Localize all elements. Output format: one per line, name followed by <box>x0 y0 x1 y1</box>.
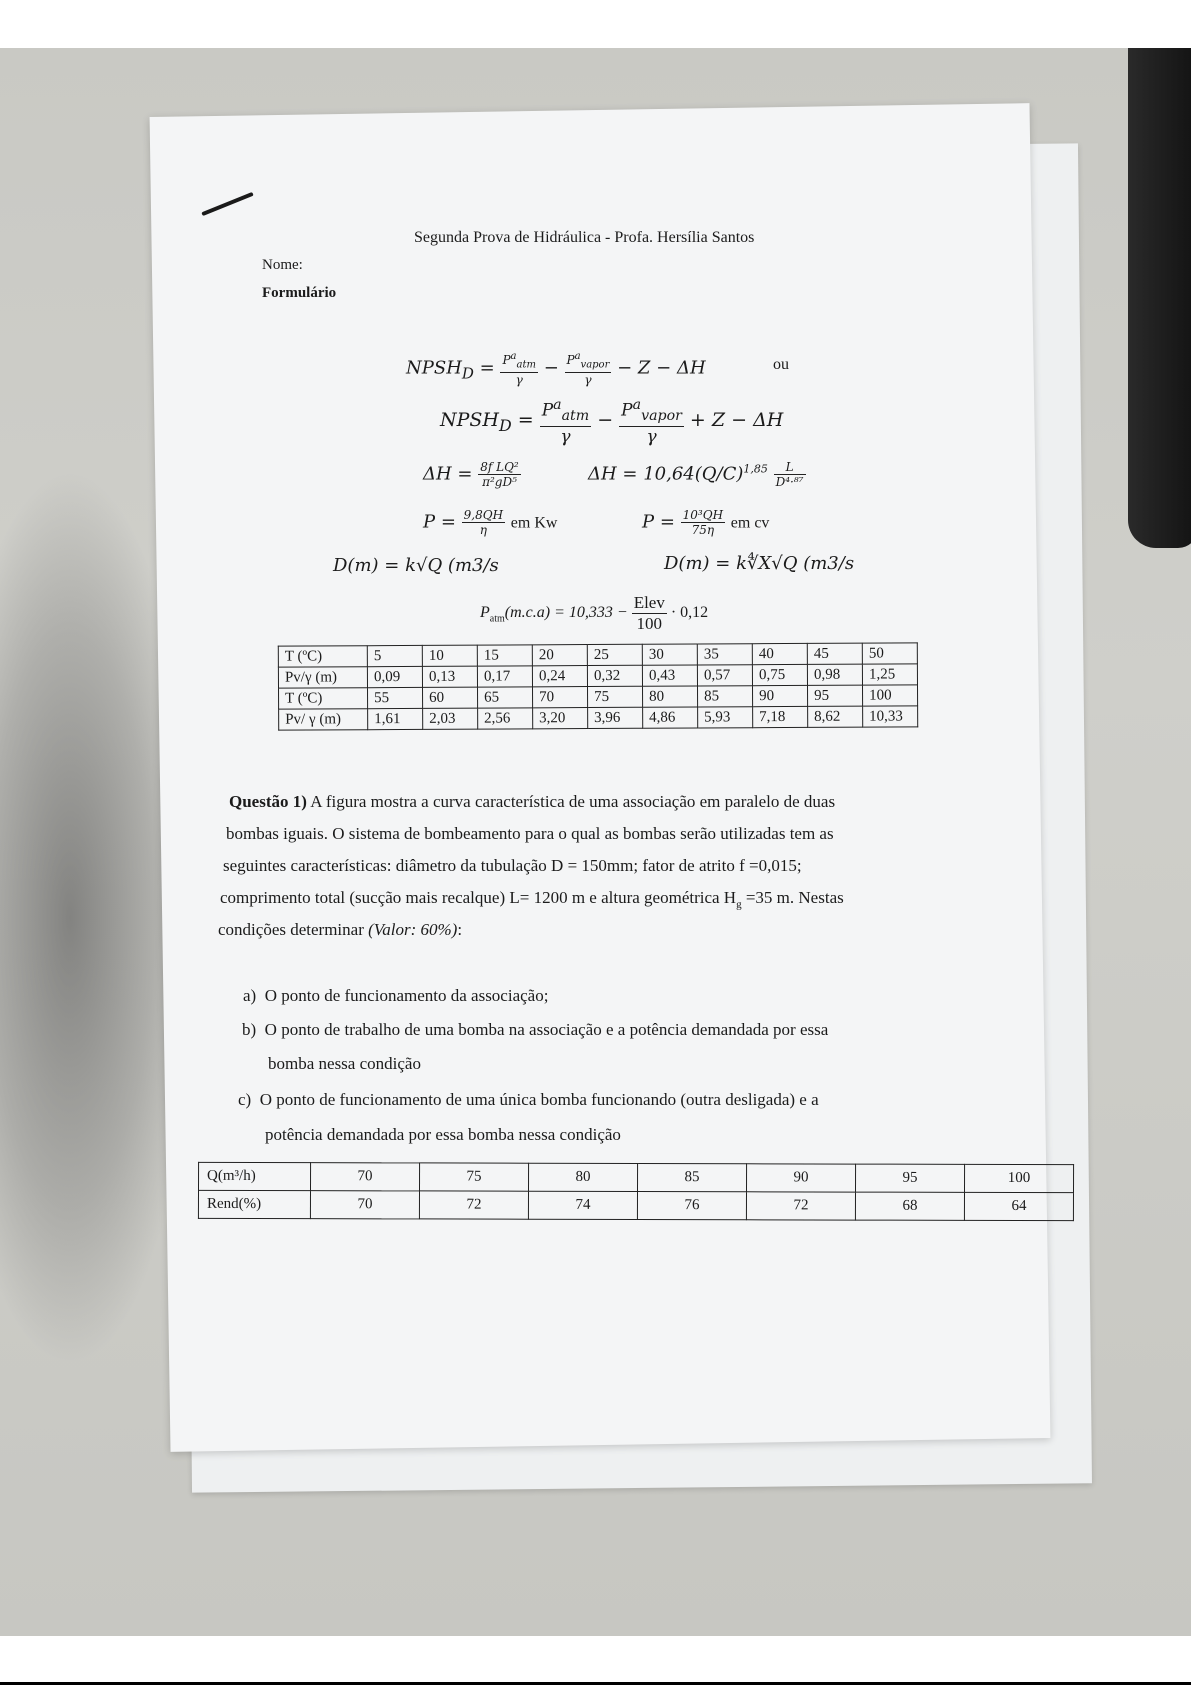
item-b: b) O ponto de trabalho de uma bomba na associação e a potência demandada por essa <box>242 1020 829 1039</box>
table-cell: 20 <box>532 645 587 666</box>
exam-sheet <box>150 103 1051 1452</box>
pvapor-fraction: $\frac{P^a_{vapor}}{\gamma}$ <box>566 351 610 388</box>
table-cell: 70 <box>310 1191 419 1219</box>
npsh-formula-2: $NPSH_D$ = $\frac{P^a_{atm}}{\gamma}$ − $\frac{P^a_{vapor}}{\gamma}$ + Z − ΔH <box>440 397 784 448</box>
patm-fraction: $\frac{P^a_{atm}}{\gamma}$ <box>502 351 536 388</box>
table-cell: 40 <box>752 643 807 664</box>
table-cell: 55 <box>368 687 423 708</box>
table-cell: 50 <box>862 643 917 664</box>
table-cell: 10,33 <box>863 706 918 727</box>
question-line-4: comprimento total (sucção mais recalque) L= 1200 m e altura geométrica $H_g =35$ m. Nestas <box>220 888 844 911</box>
table-cell: 80 <box>642 686 697 707</box>
table-cell: 5,93 <box>698 707 753 728</box>
table-cell: 70 <box>533 687 588 708</box>
question-line-2: bombas iguais. O sistema de bombeamento para o qual as bombas serão utilizadas tem as <box>226 824 834 843</box>
question-line-1: Questão 1) A figura mostra a curva característica de uma associação em paralelo de duas <box>229 792 836 811</box>
table-cell: 0,13 <box>422 666 477 687</box>
table-cell: 75 <box>420 1163 529 1191</box>
table-cell: 100 <box>964 1164 1073 1192</box>
table-cell: Pv/ γ (m) <box>279 709 368 730</box>
question-line-5: condições determinar (Valor: 60%): <box>218 920 463 939</box>
patm-fraction-2: $\frac{P^a_{atm}}{\gamma}$ <box>541 397 590 448</box>
table-cell: 100 <box>862 685 917 706</box>
table-cell: 4,86 <box>643 707 698 728</box>
power-kw-formula: P = $\frac{9,8QH}{\eta}$ em Kw <box>423 508 558 537</box>
table-cell: Rend(%) <box>198 1190 310 1218</box>
item-b-continued: bomba nessa condição <box>268 1054 421 1073</box>
table-cell: 3,96 <box>588 707 643 728</box>
item-a: a) O ponto de funcionamento da associação; <box>243 986 549 1005</box>
diameter-formula-1: D(m) = k√Q (m3/s <box>333 555 499 576</box>
table-cell: 0,75 <box>752 664 807 685</box>
npsh-subscript: D <box>461 364 474 383</box>
npsh-symbol: NPSH <box>406 357 462 379</box>
table-cell: 0,09 <box>367 666 422 687</box>
table-cell: 10 <box>422 645 477 666</box>
table-cell: 0,57 <box>697 665 752 686</box>
or-label: ou <box>773 356 789 373</box>
table-cell: 1,25 <box>862 664 917 685</box>
table-cell: 35 <box>697 644 752 665</box>
pvapor-fraction-2: $\frac{P^a_{vapor}}{\gamma}$ <box>621 397 682 448</box>
table-cell: 0,17 <box>477 666 532 687</box>
table-cell: Q(m³/h) <box>199 1162 311 1190</box>
table-cell: 68 <box>855 1192 964 1220</box>
name-label: Nome: <box>262 257 303 273</box>
question-line-3: seguintes características: diâmetro da tubulação D = 150mm; fator de atrito f =0,015; <box>223 856 802 875</box>
diameter-formula-2: D(m) = k∜X√Q (m3/s <box>664 553 855 574</box>
table-cell: T (ºC) <box>279 688 368 709</box>
table-cell: 76 <box>637 1192 746 1220</box>
pump-efficiency-table <box>198 1162 1074 1221</box>
table-row <box>198 1190 1073 1220</box>
table-cell: 45 <box>807 643 862 664</box>
formulario-title: Formulário <box>262 285 337 301</box>
table-cell: 65 <box>478 687 533 708</box>
table-cell: 2,03 <box>423 708 478 729</box>
dark-device-edge <box>1128 48 1191 548</box>
table-cell: 0,32 <box>587 665 642 686</box>
table-cell: 8,62 <box>808 706 863 727</box>
table-cell: 1,61 <box>368 708 423 729</box>
table-cell: 25 <box>587 644 642 665</box>
darcy-head-loss-formula: ΔH = $\frac{\text{8f LQ²}}{\text{π²gD⁵}}$ <box>423 460 519 489</box>
table-cell: 70 <box>311 1163 420 1191</box>
table-cell: 7,18 <box>753 706 808 727</box>
table-cell: 2,56 <box>478 708 533 729</box>
table-cell: 74 <box>528 1191 637 1219</box>
question-value: (Valor: 60%) <box>368 920 458 939</box>
npsh-formula-1: $NPSH_D$ = $\frac{P^a_{atm}}{\gamma}$ − $\frac{P^a_{vapor}}{\gamma}$ − Z − ΔH <box>406 351 706 388</box>
table-cell: 72 <box>746 1192 855 1220</box>
table-cell: 90 <box>746 1164 855 1192</box>
table-row <box>199 1162 1074 1192</box>
question-label: Questão 1) <box>229 792 307 811</box>
table-cell: 95 <box>855 1164 964 1192</box>
table-cell: 0,98 <box>807 664 862 685</box>
table-cell: 75 <box>588 686 643 707</box>
table-cell: 80 <box>529 1163 638 1191</box>
table-row <box>279 706 918 730</box>
table-cell: 64 <box>964 1192 1073 1220</box>
exam-header: Segunda Prova de Hidráulica - Profa. Hersília Santos <box>414 229 755 246</box>
table-cell: 85 <box>638 1164 747 1192</box>
vapor-pressure-table <box>278 642 918 730</box>
table-cell: 85 <box>697 686 752 707</box>
table-cell: 15 <box>477 645 532 666</box>
table-cell: 0,43 <box>642 665 697 686</box>
table-cell: 60 <box>423 687 478 708</box>
table-cell: 30 <box>642 644 697 665</box>
hazen-williams-formula: $\Delta H = 10,64(Q/C)^{1,85}$ $\frac{L}{\text{D⁴·⁸⁷}}$ <box>588 460 804 489</box>
power-cv-formula: P = $\frac{\text{10³QH}}{75\eta}$ em cv <box>642 508 770 537</box>
table-cell: 90 <box>752 685 807 706</box>
table-cell: 0,24 <box>532 666 587 687</box>
table-cell: 95 <box>807 685 862 706</box>
item-c-continued: potência demandada por essa bomba nessa condição <box>265 1125 621 1144</box>
table-cell: 3,20 <box>533 708 588 729</box>
patm-formula: $P_{atm}(m.c.a) = 10,333$ − $\frac{\text{Elev}}{100}$ · 0,12 <box>480 593 709 633</box>
table-cell: 72 <box>419 1191 528 1219</box>
table-cell: T (ºC) <box>278 646 367 667</box>
table-cell: 5 <box>367 645 422 666</box>
table-cell: Pv/γ (m) <box>278 667 367 688</box>
item-c: c) O ponto de funcionamento de uma única bomba funcionando (outra desligada) e a <box>238 1090 819 1109</box>
